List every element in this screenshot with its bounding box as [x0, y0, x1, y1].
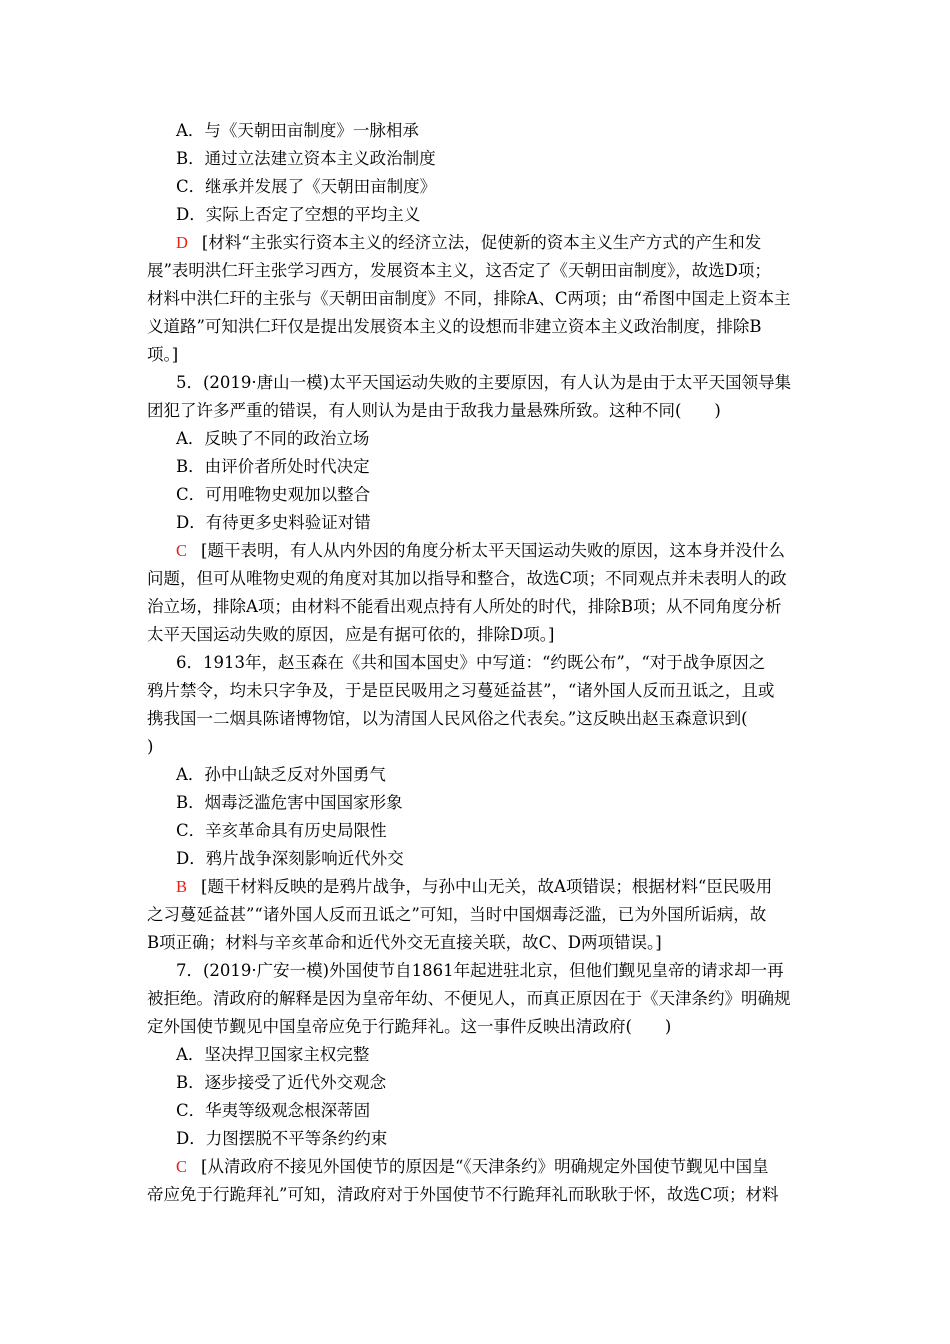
question-stem-line: [176, 369, 791, 397]
option-line: [176, 509, 371, 537]
text-line: [147, 705, 748, 733]
line-text: 之习蔓延益甚”“诸外国人反而丑诋之”可知，当时中国烟毒泛滥，已为外国所诟病，故: [147, 905, 767, 924]
answer-letter: D: [176, 233, 188, 252]
text-line: [147, 733, 153, 761]
answer-line: [176, 873, 772, 901]
line-text: 治立场，排除A项；由材料不能看出观点持有人所处的时代，排除B项；从不同角度分析: [147, 597, 782, 616]
option-line: [176, 1041, 369, 1069]
line-text: A．坚决捍卫国家主权完整: [176, 1045, 370, 1064]
line-text: 太平天国运动失败的原因，应是有据可依的，排除D项。]: [147, 625, 555, 644]
option-line: [176, 789, 403, 817]
line-text: 6．1913年，赵玉森在《共和国本国史》中写道：“约既公布”，“对于战争原因之: [176, 653, 766, 672]
text-line: [147, 621, 554, 649]
answer-line: [176, 229, 761, 257]
text-line: [147, 1013, 671, 1041]
line-text: 义道路”可知洪仁玕仅是提出发展资本主义的设想而非建立资本主义政治制度，排除B: [147, 317, 762, 336]
option-line: [176, 201, 420, 229]
line-text: B．由评价者所处时代决定: [176, 457, 370, 476]
answer-letter: C: [176, 541, 188, 560]
option-line: [176, 845, 404, 873]
line-text: A．反映了不同的政治立场: [176, 429, 370, 448]
line-text: D．实际上否定了空想的平均主义: [176, 205, 421, 224]
text-line: [147, 257, 771, 285]
option-line: [176, 453, 370, 481]
line-text: 展”表明洪仁玕主张学习西方，发展资本主义，这否定了《天朝田亩制度》，故选D项；: [147, 261, 771, 280]
line-text: B．通过立法建立资本主义政治制度: [176, 149, 436, 168]
line-text: D．有待更多史料验证对错: [176, 513, 371, 532]
line-text: [从清政府不接见外国使节的原因是“《天津条约》明确规定外国使节觐见中国皇: [201, 1157, 769, 1176]
line-text: 材料中洪仁玕的主张与《天朝田亩制度》不同，排除A、C两项；由“希图中国走上资本主: [147, 289, 791, 308]
line-text: C．继承并发展了《天朝田亩制度》: [176, 177, 437, 196]
text-line: [147, 985, 791, 1013]
line-text: B项正确；材料与辛亥革命和近代外交无直接关联，故C、D两项错误。]: [147, 933, 662, 952]
text-line: [147, 593, 782, 621]
line-text: 定外国使节觐见中国皇帝应免于行跪拜礼。这一事件反映出清政府( ): [147, 1017, 672, 1036]
line-text: [题干材料反映的是鸦片战争，与孙中山无关，故A项错误；根据材料“臣民吸用: [201, 877, 773, 896]
line-text: A．孙中山缺乏反对外国勇气: [176, 765, 386, 784]
text-line: [147, 677, 774, 705]
text-line: [147, 285, 790, 313]
answer-letter: B: [176, 877, 188, 896]
line-text: A．与《天朝田亩制度》一脉相承: [176, 121, 419, 140]
option-line: [176, 817, 387, 845]
answer-line: [176, 1153, 769, 1181]
option-line: [176, 761, 386, 789]
line-text: B．逐步接受了近代外交观念: [176, 1073, 387, 1092]
option-line: [176, 173, 436, 201]
line-text: [题干表明，有人从内外因的角度分析太平天国运动失败的原因，这本身并没什么: [201, 541, 785, 560]
text-line: [147, 341, 178, 369]
line-text: 鸦片禁令，均未只字争及，于是臣民吸用之习蔓延益甚”，“诸外国人反而丑诋之，且或: [147, 681, 775, 700]
line-text: 项。]: [147, 345, 179, 364]
text-line: [147, 397, 721, 425]
line-text: ): [147, 737, 154, 756]
line-text: 问题，但可从唯物史观的角度对其加以指导和整合，故选C项；不同观点并未表明人的政: [147, 569, 787, 588]
line-text: 团犯了许多严重的错误，有人则认为是由于敌我力量悬殊所致。这种不同( ): [147, 401, 721, 420]
option-line: [176, 1097, 370, 1125]
line-text: 携我国一二烟具陈诸博物馆，以为清国人民风俗之代表矣。”这反映出赵玉森意识到(: [147, 709, 748, 728]
line-text: D．鸦片战争深刻影响近代外交: [176, 849, 404, 868]
option-line: [176, 1125, 387, 1153]
line-text: 被拒绝。清政府的解释是因为皇帝年幼、不便见人，而真正原因在于《天津条约》明确规: [147, 989, 791, 1008]
line-text: 帝应免于行跪拜礼”可知，清政府对于外国使节不行跪拜礼而耿耿于怀，故选C项；材料: [147, 1185, 779, 1204]
text-line: [147, 929, 662, 957]
option-line: [176, 145, 436, 173]
line-text: C．可用唯物史观加以整合: [176, 485, 371, 504]
line-text: C．辛亥革命具有历史局限性: [176, 821, 387, 840]
text-line: [147, 1181, 779, 1209]
option-line: [176, 1069, 386, 1097]
answer-line: [176, 537, 785, 565]
line-text: 5．(2019·唐山一模)太平天国运动失败的主要原因，有人认为是由于太平天国领导集: [176, 373, 792, 392]
option-line: [176, 425, 369, 453]
line-text: [材料“主张实行资本主义的经济立法，促使新的资本主义生产方式的产生和发: [201, 233, 762, 252]
text-line: [147, 901, 766, 929]
line-text: C．华夷等级观念根深蒂固: [176, 1101, 371, 1120]
answer-letter: C: [176, 1157, 188, 1176]
option-line: [176, 117, 419, 145]
option-line: [176, 481, 370, 509]
question-stem-line: [176, 649, 765, 677]
text-line: [147, 313, 762, 341]
line-text: 7．(2019·广安一模)外国使节自1861年起进驻北京，但他们觐见皇帝的请求却一再: [176, 961, 784, 980]
line-text: D．力图摆脱不平等条约约束: [176, 1129, 388, 1148]
question-stem-line: [176, 957, 784, 985]
line-text: B．烟毒泛滥危害中国国家形象: [176, 793, 403, 812]
text-line: [147, 565, 787, 593]
